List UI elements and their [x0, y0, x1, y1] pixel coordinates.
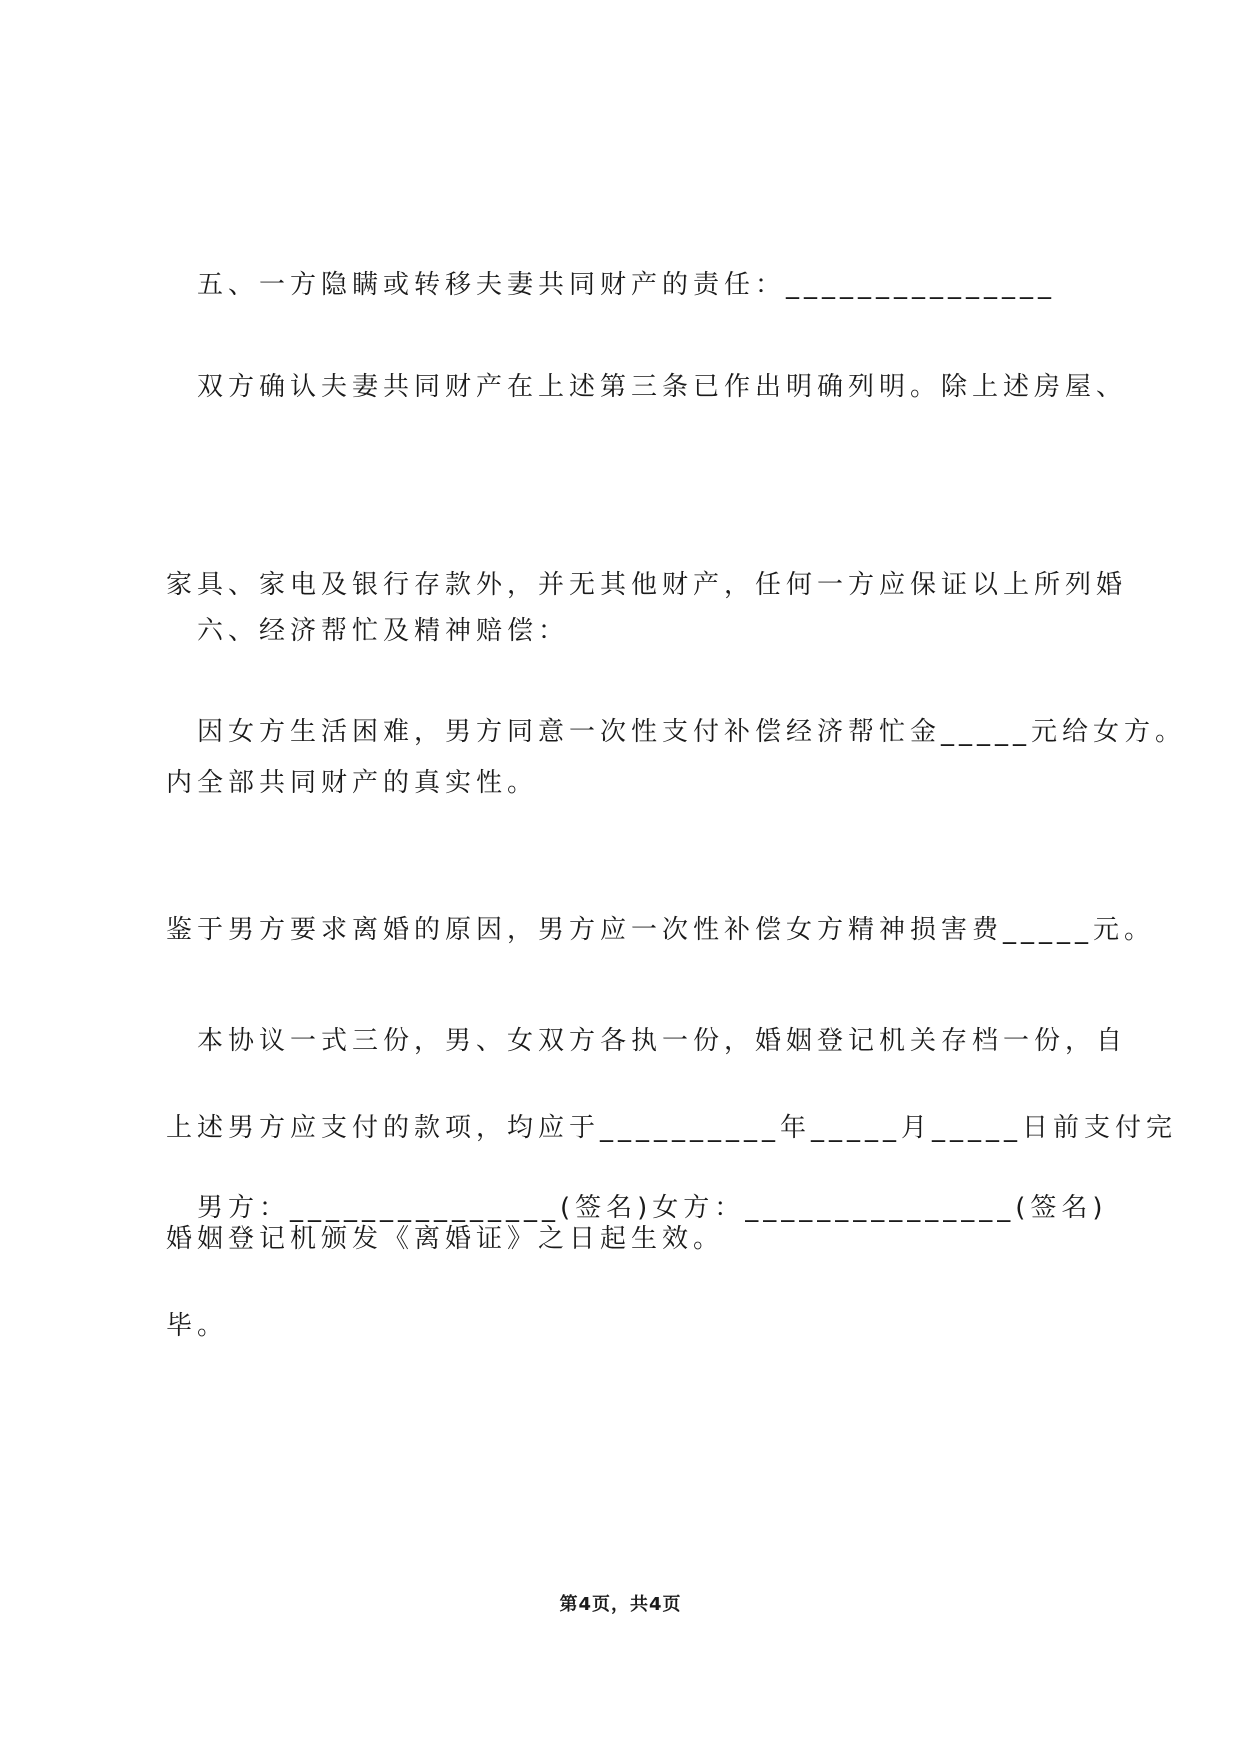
signature-line — [166, 1043, 1178, 1373]
text-line: 内全部共同财产的真实性。 — [166, 768, 539, 798]
page-number-footer: 第4页，共4页 — [559, 1594, 682, 1615]
text-line: 因女方生活困难，男方同意一次性支付补偿经济帮忙金_____元给女方。 — [197, 717, 1187, 747]
text-line: 男方：_______________(签名)女方：_______________(签名) — [197, 1193, 1108, 1223]
text-line: 上述男方应支付的款项，均应于__________年_____月_____日前支付完 — [166, 1113, 1178, 1143]
text-line: 婚姻登记机颁发《离婚证》之日起生效。 — [166, 1224, 725, 1254]
text-line: 鉴于男方要求离婚的原因，男方应一次性补偿女方精神损害费_____元。 — [166, 915, 1156, 945]
text-line: 毕。 — [166, 1311, 229, 1341]
text-line: 家具、家电及银行存款外，并无其他财产，任何一方应保证以上所列婚 — [166, 570, 1128, 600]
text-line: 六、经济帮忙及精神赔偿： — [197, 616, 570, 646]
text-line: 五、一方隐瞒或转移夫妻共同财产的责任：_______________ — [197, 270, 1057, 300]
text-line: 双方确认夫妻共同财产在上述第三条已作出明确列明。除上述房屋、 — [197, 372, 1128, 402]
text-line: 本协议一式三份，男、女双方各执一份，婚姻登记机关存档一份，自 — [197, 1026, 1128, 1056]
